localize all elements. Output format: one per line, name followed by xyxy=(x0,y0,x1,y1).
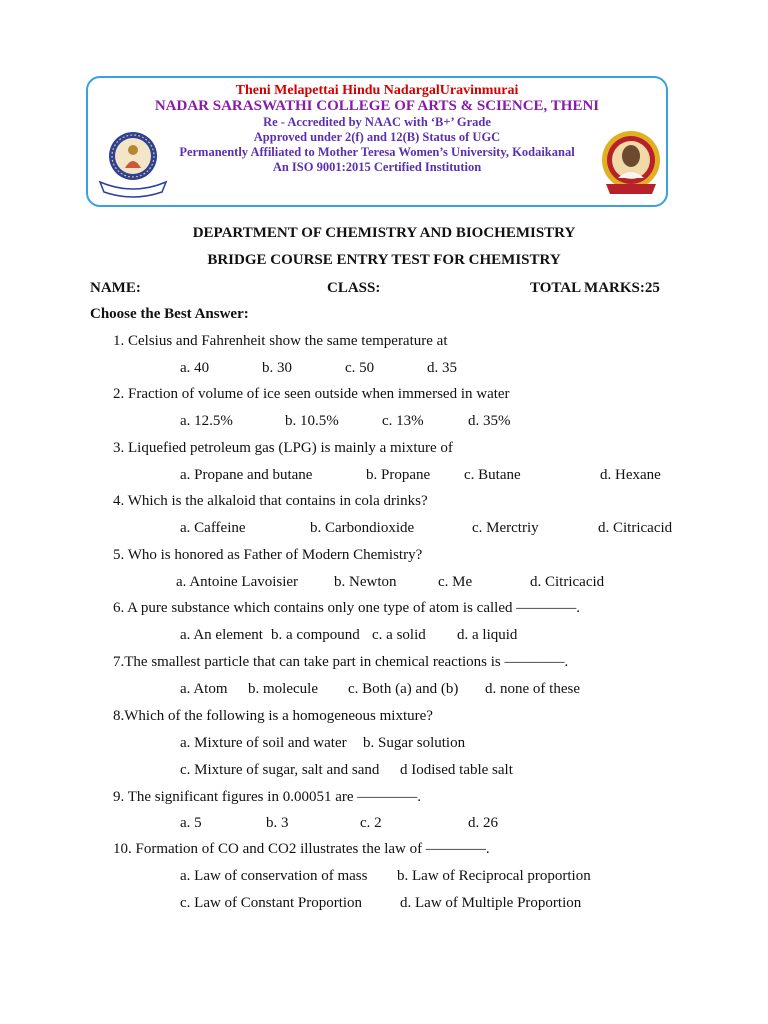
college-logo-icon xyxy=(96,126,170,198)
option-5b: b. Newton xyxy=(334,574,397,590)
option-9b: b. 3 xyxy=(266,815,289,831)
option-8d: d Iodised table salt xyxy=(400,762,513,778)
option-4b: b. Carbondioxide xyxy=(310,520,415,536)
question-9: 9. The significant figures in 0.00051 are ————. xyxy=(113,789,421,805)
option-8a: a. Mixture of soil and water xyxy=(180,735,347,751)
option-10c: c. Law of Constant Proportion xyxy=(180,895,363,911)
option-8c: c. Mixture of sugar, salt and sand xyxy=(180,762,380,778)
option-3d: d. Hexane xyxy=(600,467,661,483)
college-header xyxy=(86,76,668,207)
option-3b: b. Propane xyxy=(366,467,431,483)
iso-line: An ISO 9001:2015 Certified Institution xyxy=(272,160,482,174)
option-1d: d. 35 xyxy=(427,360,457,376)
option-1c: c. 50 xyxy=(345,360,375,376)
option-1a: a. 40 xyxy=(180,360,210,376)
question-8: 8.Which of the following is a homogeneous mixture? xyxy=(113,708,433,724)
question-2: 2. Fraction of volume of ice seen outside when immersed in water xyxy=(113,386,510,402)
option-9d: d. 26 xyxy=(468,815,498,831)
option-9a: a. 5 xyxy=(180,815,202,831)
option-4c: c. Merctriy xyxy=(472,520,539,536)
option-2a: a. 12.5% xyxy=(180,413,233,429)
option-2b: b. 10.5% xyxy=(285,413,339,429)
ugc-line: Approved under 2(f) and 12(B) Status of UGC xyxy=(253,130,501,144)
accreditation-line: Re - Accredited by NAAC with ‘B+’ Grade xyxy=(263,115,491,129)
option-6a: a. An element xyxy=(180,627,263,643)
option-8b: b. Sugar solution xyxy=(363,735,466,751)
option-7a: a. Atom xyxy=(180,681,228,697)
instruction-heading: Choose the Best Answer: xyxy=(90,306,249,322)
option-7d: d. none of these xyxy=(485,681,580,697)
department-title: DEPARTMENT OF CHEMISTRY AND BIOCHEMISTRY xyxy=(192,225,576,241)
trust-emblem-icon xyxy=(596,128,666,198)
option-6c: c. a solid xyxy=(372,627,426,643)
college-name: NADAR SARASWATHI COLLEGE OF ARTS & SCIENCE, THENI xyxy=(154,98,600,114)
option-3c: c. Butane xyxy=(464,467,521,483)
question-4: 4. Which is the alkaloid that contains in cola drinks? xyxy=(113,493,428,509)
question-10: 10. Formation of CO and CO2 illustrates the law of ————. xyxy=(113,841,490,857)
option-5d: d. Citricacid xyxy=(530,574,605,590)
question-3: 3. Liquefied petroleum gas (LPG) is mainly a mixture of xyxy=(113,440,453,456)
option-4a: a. Caffeine xyxy=(180,520,246,536)
option-6b: b. a compound xyxy=(271,627,360,643)
option-7b: b. molecule xyxy=(248,681,318,697)
affiliation-line: Permanently Affiliated to Mother Teresa Women’s University, Kodaikanal xyxy=(179,145,575,159)
option-6d: d. a liquid xyxy=(457,627,518,643)
total-marks-label: TOTAL MARKS:25 xyxy=(530,280,660,296)
trust-name: Theni Melapettai Hindu NadargalUravinmurai xyxy=(235,83,519,98)
name-field-label: NAME: xyxy=(90,280,141,296)
question-6: 6. A pure substance which contains only one type of atom is called ————. xyxy=(113,600,580,616)
option-5c: c. Me xyxy=(438,574,473,590)
option-7c: c. Both (a) and (b) xyxy=(348,681,459,697)
option-10b: b. Law of Reciprocal proportion xyxy=(397,868,591,884)
option-4d: d. Citricacid xyxy=(598,520,673,536)
option-10a: a. Law of conservation of mass xyxy=(180,868,368,884)
option-2c: c. 13% xyxy=(382,413,424,429)
option-10d: d. Law of Multiple Proportion xyxy=(400,895,582,911)
question-1: 1. Celsius and Fahrenheit show the same temperature at xyxy=(113,333,448,349)
option-5a: a. Antoine Lavoisier xyxy=(176,574,299,590)
question-7: 7.The smallest particle that can take part in chemical reactions is ————. xyxy=(113,654,569,670)
test-title: BRIDGE COURSE ENTRY TEST FOR CHEMISTRY xyxy=(207,252,561,268)
option-9c: c. 2 xyxy=(360,815,382,831)
option-1b: b. 30 xyxy=(262,360,292,376)
option-2d: d. 35% xyxy=(468,413,511,429)
option-3a: a. Propane and butane xyxy=(180,467,313,483)
class-field-label: CLASS: xyxy=(327,280,381,296)
question-5: 5. Who is honored as Father of Modern Chemistry? xyxy=(113,547,423,563)
